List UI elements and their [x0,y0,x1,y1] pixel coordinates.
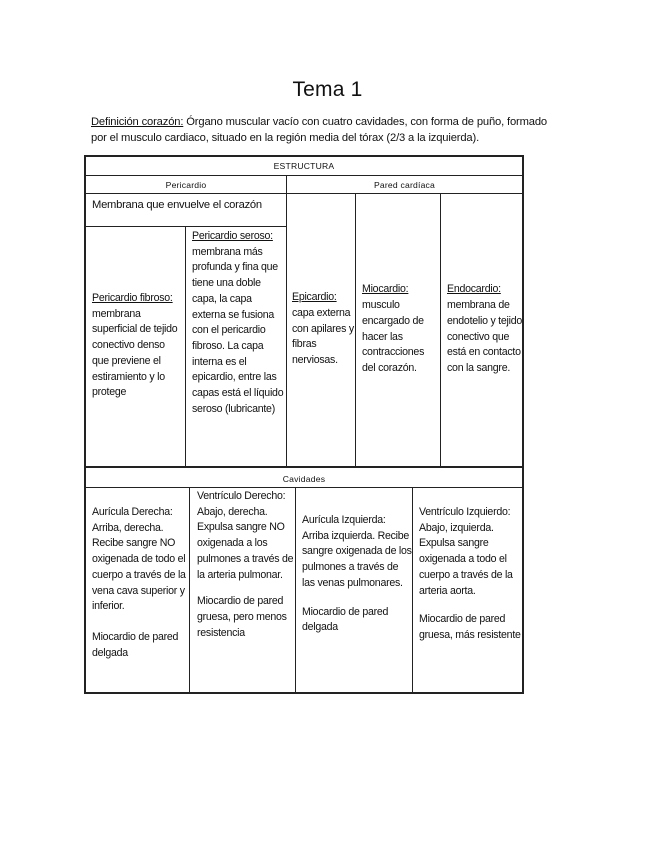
ventriculo-izquierdo-cell [419,505,523,644]
page-title: Tema 1 [292,78,363,101]
pericardio-header: Pericardio [165,180,207,190]
ventriculo-derecho-cell [197,489,295,641]
endocardio-cell [447,193,523,466]
cavidades-table [84,466,524,694]
miocardio-cell [362,193,440,466]
pericardio-fibroso-cell [92,226,184,466]
ventriculo-derecho-note: Miocardio de pared gruesa, pero menos resistencia [197,595,287,639]
pericardio-fibroso-text: membrana superficial de tejido conectivo denso que previene el estiramiento y lo protege [92,307,178,399]
definition-label: Definición corazón: [91,116,184,128]
auricula-izquierda-text: Aurícula Izquierda: Arriba izquierda. Recibe sangre oxigenada de los pulmones a través de las venas pulmonares. [302,514,412,589]
pared-header: Pared cardíaca [373,180,436,190]
pericardio-seroso-cell [192,229,286,417]
definition-text: Órgano muscular vacío con cuatro cavidades, con forma de puño, formado por el musculo cardiaco, situado en la región media del tórax (2/3 a la izquierda). [91,116,548,144]
auricula-derecha-note: Miocardio de pared delgada [92,630,179,659]
endocardio-title: Endocardio: [447,283,501,296]
pericardio-seroso-title: Pericardio seroso: [192,230,273,242]
epicardio-text: capa externa con apilares y fibras nerviosas. [292,306,354,367]
auricula-derecha-text: Aurícula Derecha: Arriba, derecha. Recibe sangre NO oxigenada de todo el cuerpo a través de la vena cava superior y inferior. [92,506,186,613]
cavidades-header: Cavidades [282,474,326,484]
epicardio-cell [292,193,354,466]
pericardio-summary: Membrana que envuelve el corazón [92,199,262,211]
auricula-izquierda-note: Miocardio de pared delgada [302,605,389,634]
pericardio-fibroso-title: Pericardio fibroso: [92,292,173,305]
endocardio-text: membrana de endotelio y tejido conectivo que está en contacto con la sangre. [447,299,523,374]
pericardio-seroso-text: membrana más profunda y fina que tiene una doble capa, la capa externa se fusiona con el pericardio fibroso. La capa interna es el epicardio, entre las capas está el líquido seroso (lubricante) [192,245,284,415]
ventriculo-derecho-text: Ventrículo Derecho: Abajo, derecha. Expulsa sangre NO oxigenada a los pulmones a través de la arteria pulmonar. [197,490,294,581]
structure-table [84,155,524,468]
ventriculo-izquierdo-text: Ventrículo Izquierdo: Abajo, izquierda. Expulsa sangre oxigenada a todo el cuerpo a través de la arteria aorta. [419,506,513,597]
miocardio-title: Miocardio: [362,283,409,296]
miocardio-text: musculo encargado de hacer las contracciones del corazón. [362,299,425,374]
epicardio-title: Epicardio: [292,291,337,304]
definition-paragraph [91,114,561,146]
ventriculo-izquierdo-note: Miocardio de pared gruesa, más resistente [419,613,521,641]
auricula-derecha-cell [92,505,190,661]
auricula-izquierda-cell [302,513,412,636]
structure-header: ESTRUCTURA [273,161,335,171]
